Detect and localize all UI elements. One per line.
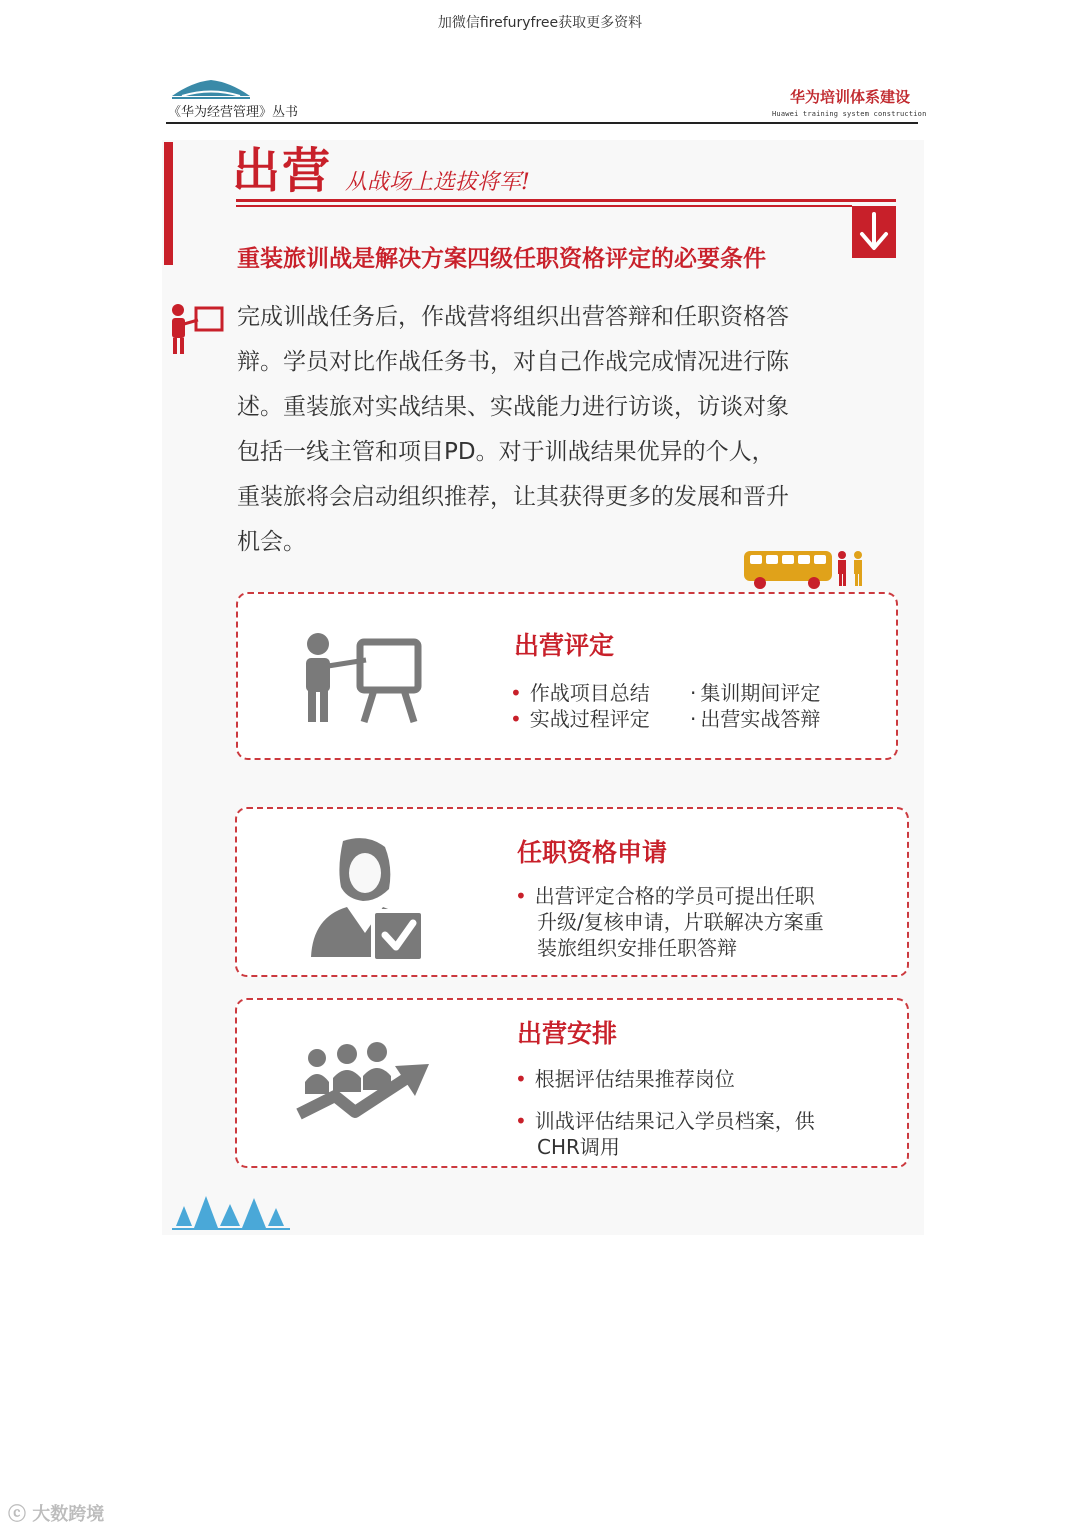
header-divider (166, 122, 918, 124)
bullet-item: • 出营评定合格的学员可提出任职 (515, 884, 815, 908)
card-title: 出营安排 (517, 1019, 618, 1048)
bullet-text: 作战项目总结 (529, 681, 650, 705)
body-line: 重装旅将会启动组织推荐，让其获得更多的发展和晋升 (237, 484, 789, 510)
bullet-text: 实战过程评定 (529, 707, 650, 731)
presenter-board-icon (164, 300, 226, 360)
person-check-icon (307, 837, 427, 963)
book-logo-icon (170, 78, 252, 100)
bus-icon (742, 545, 872, 591)
title-rule (236, 199, 896, 202)
teacher-board-icon (296, 632, 424, 724)
body-line: 机会。 (237, 529, 306, 555)
bullet-item: • 实战过程评定 (510, 707, 650, 731)
bullet-text: 训战评估结果记入学员档案，供 (534, 1109, 815, 1133)
bullet-item: · 出营实战答辩 (690, 707, 821, 731)
bullet-text: 集训期间评定 (700, 681, 821, 705)
team-growth-icon (295, 1042, 435, 1132)
down-arrow-icon (852, 206, 896, 258)
watermark-logo-icon: ⓒ (8, 1504, 26, 1525)
body-line: 述。重装旅对实战结果、实战能力进行访谈，访谈对象 (237, 394, 789, 420)
card-title: 任职资格申请 (517, 838, 668, 867)
bottom-watermark: ⓒ 大数跨境 (8, 1504, 105, 1525)
bullet-item: • 训战评估结果记入学员档案，供 (515, 1109, 815, 1133)
trees-icon (172, 1190, 290, 1232)
bullet-continuation: 升级/复核申请，片联解决方案重 (537, 910, 824, 934)
bullet-item: • 根据评估结果推荐岗位 (515, 1067, 735, 1091)
bullet-text: 出营评定合格的学员可提出任职 (534, 884, 815, 908)
card-qualification-application (235, 807, 909, 977)
card-exit-arrangement (235, 998, 909, 1168)
card-title: 出营评定 (514, 631, 615, 660)
bullet-continuation: CHR调用 (537, 1135, 620, 1159)
bullet-text: 根据评估结果推荐岗位 (534, 1067, 735, 1091)
title-rule-thin (236, 205, 852, 207)
brand-title: 华为培训体系建设 (790, 88, 911, 106)
brand-subtitle: Huawei training system construction (772, 110, 927, 118)
section-slogan: 从战场上选拔将军! (345, 170, 530, 195)
body-line: 包括一线主管和项目PD。对于训战结果优异的个人， (237, 439, 775, 465)
section-subtitle: 重装旅训战是解决方案四级任职资格评定的必要条件 (237, 246, 766, 272)
bullet-continuation: 装旅组织安排任职答辩 (537, 936, 737, 960)
top-watermark-text: 加微信firefuryfree获取更多资料 (437, 15, 643, 31)
bullet-item: • 作战项目总结 (510, 681, 650, 705)
book-series-label: 《华为经营管理》丛书 (168, 105, 299, 120)
body-line: 完成训战任务后，作战营将组织出营答辩和任职资格答 (237, 304, 789, 330)
section-body (237, 295, 862, 565)
card-exit-evaluation (236, 592, 898, 760)
accent-bar (164, 142, 173, 265)
section-title: 出营 (232, 143, 333, 199)
bullet-text: 出营实战答辩 (700, 707, 821, 731)
body-line: 辩。学员对比作战任务书，对自己作战完成情况进行陈 (237, 349, 789, 375)
bullet-item: · 集训期间评定 (690, 681, 821, 705)
